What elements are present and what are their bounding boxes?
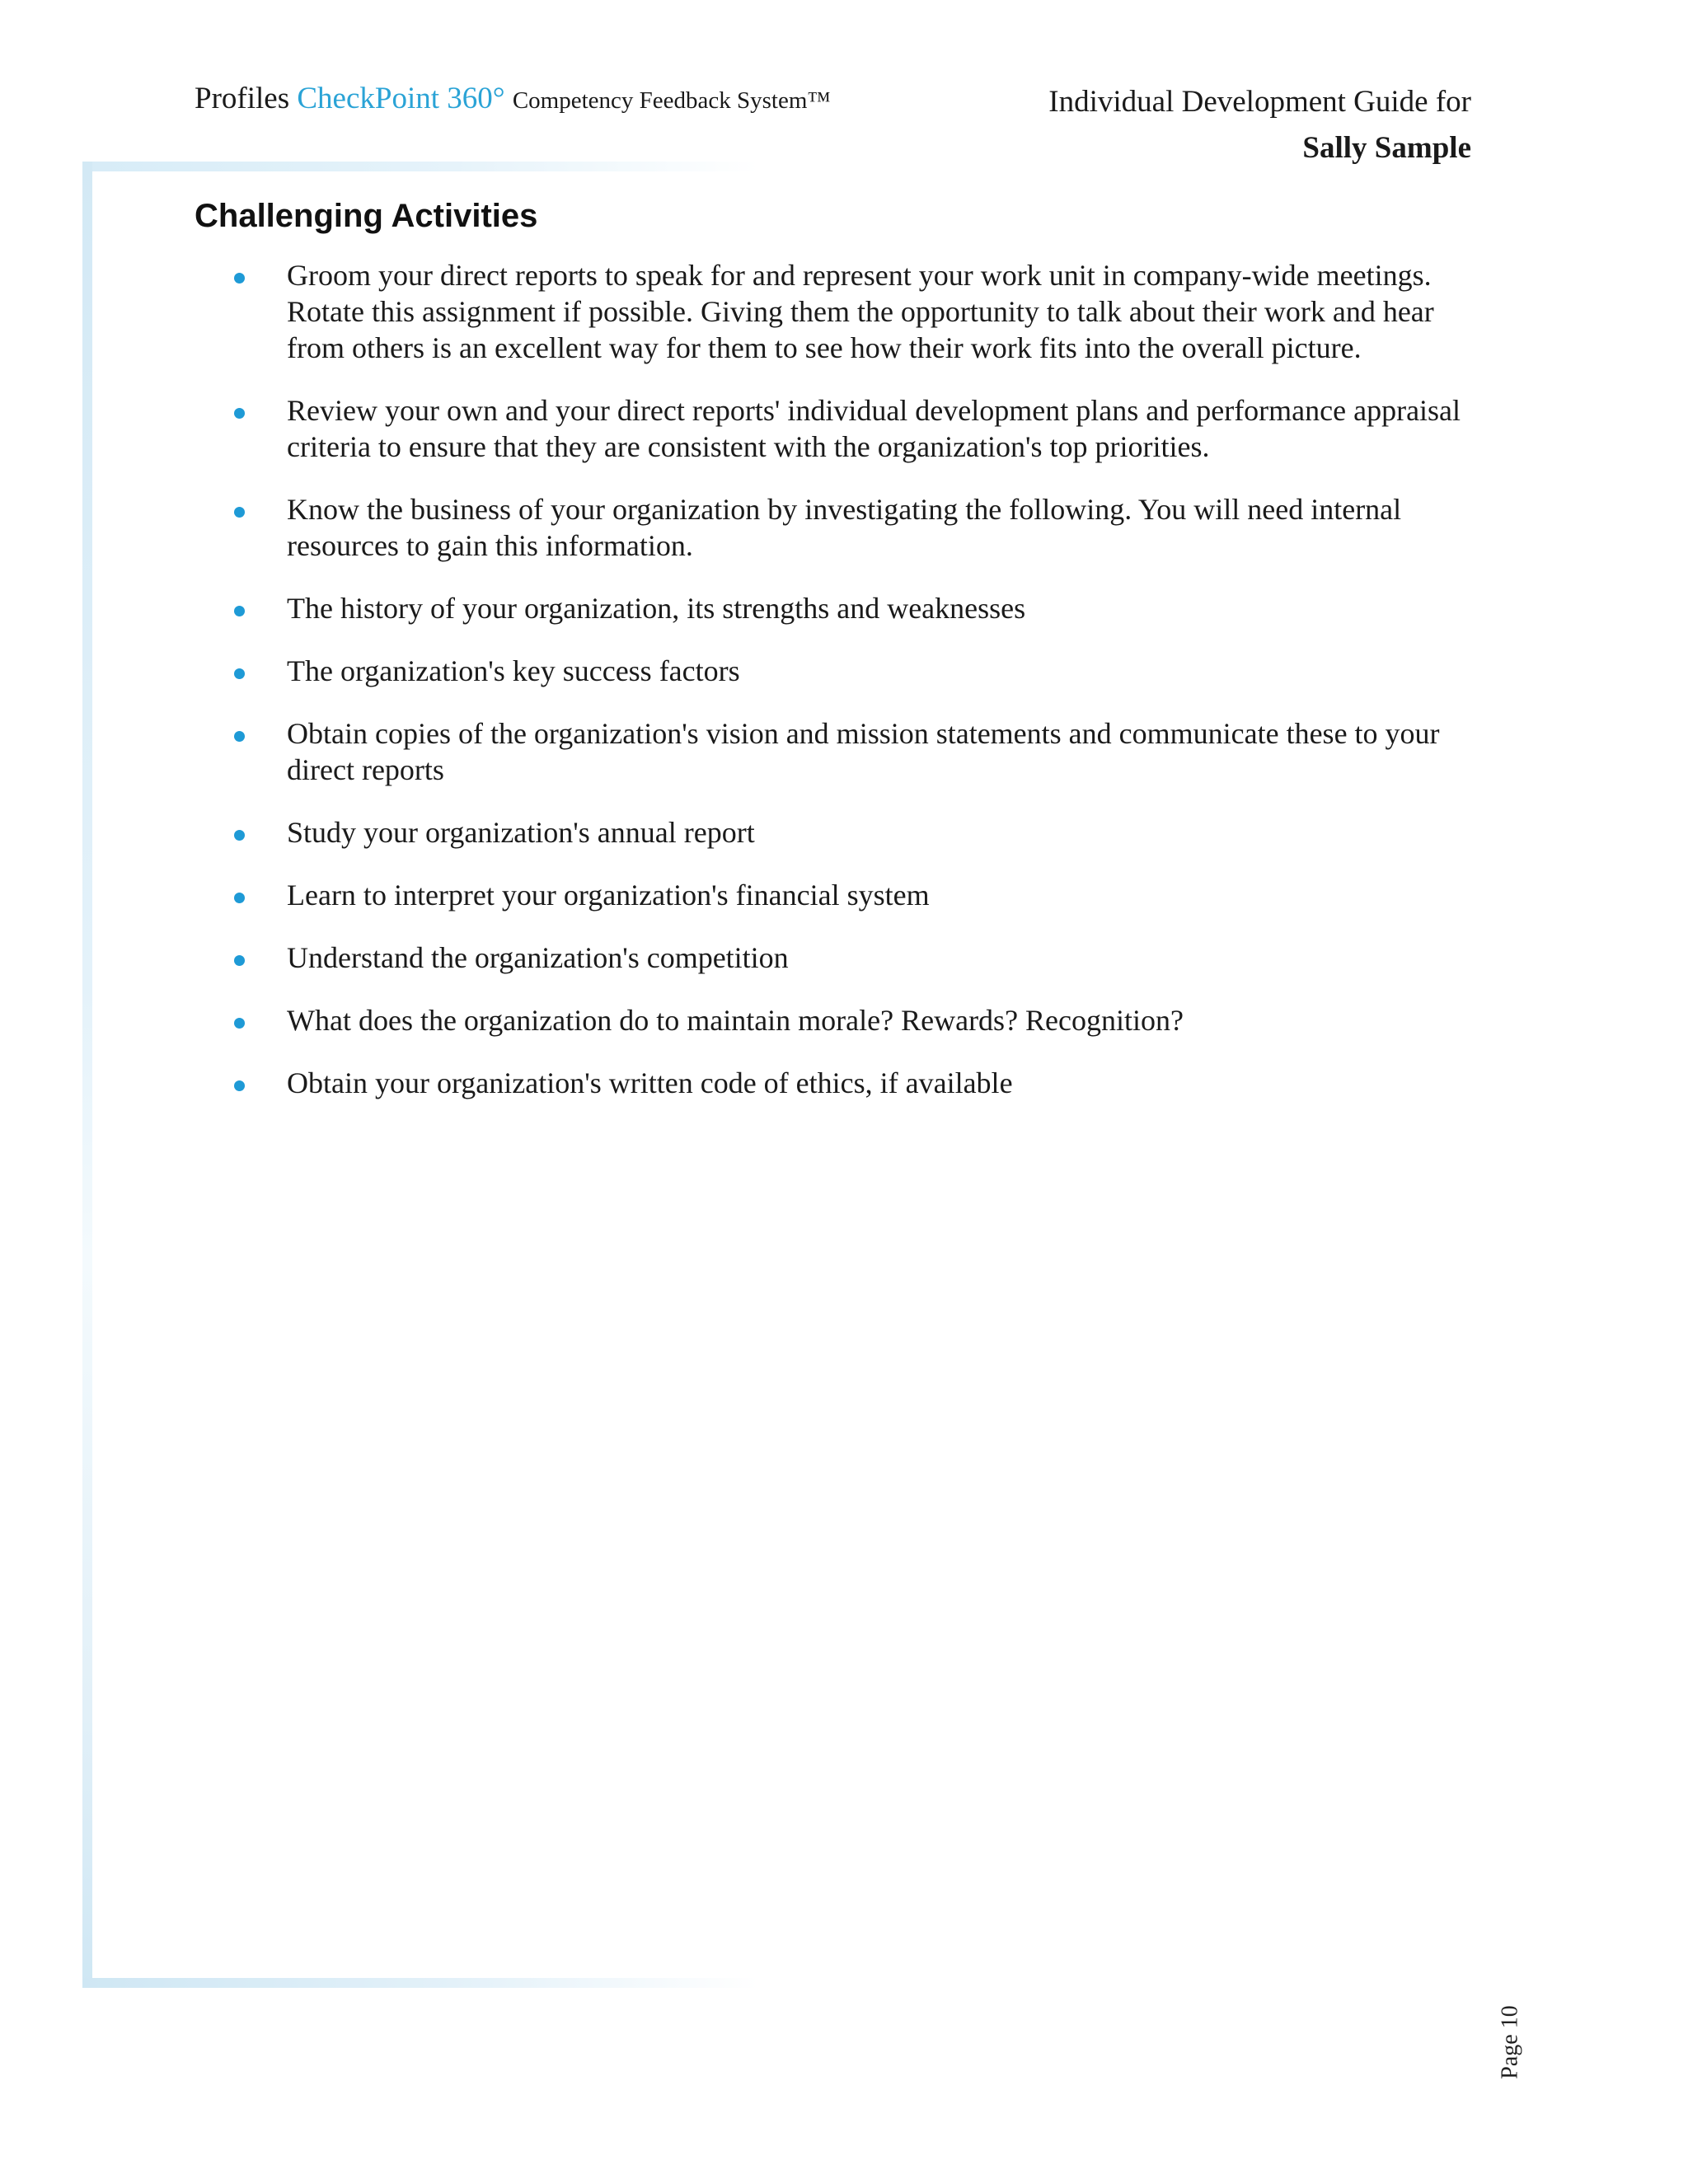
bullet-icon — [234, 1080, 245, 1091]
bullet-icon — [234, 668, 245, 679]
list-item-text: Obtain copies of the organization's vision and mission statements and communicate these to your direct reports — [287, 717, 1440, 786]
list-item-text: Understand the organization's competition — [287, 941, 789, 974]
page-number: Page 10 — [1497, 2005, 1523, 2079]
list-item — [195, 940, 1480, 976]
decorative-frame-bottom — [82, 1978, 758, 1988]
list-item — [195, 1065, 1480, 1101]
list-item-text: The organization's key success factors — [287, 654, 740, 687]
decorative-frame-left — [82, 162, 92, 1988]
section-title: Challenging Activities — [195, 198, 538, 234]
list-item — [195, 392, 1480, 465]
bullet-icon — [234, 955, 245, 966]
bullet-icon — [234, 408, 245, 419]
bullet-icon — [234, 273, 245, 284]
brand-prefix: Profiles — [195, 82, 290, 115]
list-item-text: Learn to interpret your organization's financial system — [287, 879, 930, 912]
list-item — [195, 653, 1480, 689]
list-item-text: Groom your direct reports to speak for and represent your work unit in company-wide meetings. Rotate this assignment if possible. Giving them the opportunity to talk about their work and hear from others is an excellent way for them to see how their work fits into the overall picture. — [287, 259, 1434, 364]
list-item-text: Know the business of your organization by investigating the following. You will need internal resources to gain this information. — [287, 493, 1402, 562]
activity-list — [195, 257, 1480, 1127]
decorative-frame-top — [82, 162, 758, 171]
brand-product-name: CheckPoint 360° — [297, 82, 505, 115]
bullet-icon — [234, 893, 245, 903]
list-item-text: The history of your organization, its strengths and weaknesses — [287, 592, 1026, 625]
list-item — [195, 491, 1480, 564]
person-name: Sally Sample — [1302, 131, 1471, 165]
bullet-icon — [234, 830, 245, 841]
list-item — [195, 877, 1480, 913]
bullet-icon — [234, 1018, 245, 1029]
list-item — [195, 590, 1480, 626]
list-item — [195, 1002, 1480, 1038]
list-item-text: Obtain your organization's written code of ethics, if available — [287, 1066, 1013, 1099]
header-guide-title — [1048, 79, 1471, 171]
guide-title: Individual Development Guide for — [1048, 85, 1471, 119]
bullet-icon — [234, 606, 245, 616]
brand-suffix: Competency Feedback System™ — [512, 87, 831, 114]
list-item-text: Study your organization's annual report — [287, 816, 755, 849]
bullet-icon — [234, 507, 245, 518]
list-item-text: What does the organization do to maintain morale? Rewards? Recognition? — [287, 1004, 1184, 1037]
header-brand — [195, 79, 831, 120]
list-item — [195, 257, 1480, 366]
bullet-icon — [234, 731, 245, 742]
list-item-text: Review your own and your direct reports' individual development plans and performance appraisal criteria to ensure that they are consistent with the organization's top priorities. — [287, 394, 1461, 463]
list-item — [195, 814, 1480, 851]
list-item — [195, 715, 1480, 788]
